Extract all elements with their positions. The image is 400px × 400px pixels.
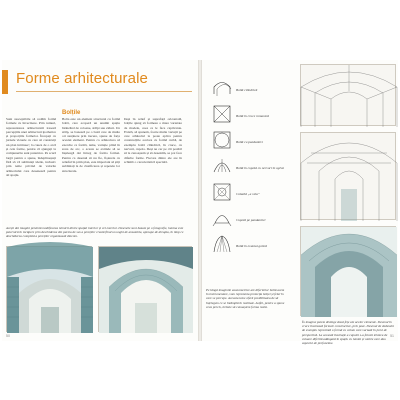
dome-on-pendentives-icon — [212, 208, 232, 228]
page-number-right: 51 — [390, 334, 394, 338]
page-number-left: 50 — [6, 334, 10, 338]
vault-item — [212, 182, 296, 206]
sketch-vault-interior-1 — [300, 64, 396, 126]
fan-vault-icon — [212, 234, 232, 254]
vault-label: Boltă în cruce romanică — [236, 114, 269, 118]
barrel-vault-icon — [212, 78, 232, 98]
pendentive-vault-icon — [212, 130, 232, 150]
vault-label: Boltă în cupolă cu nervuri în ogivă — [236, 166, 284, 170]
section-subhead: Bolțile — [62, 110, 81, 116]
watercolor-interior-left — [6, 246, 92, 332]
left-page — [2, 60, 198, 341]
title-accent-bar — [2, 70, 8, 94]
chapter-title: Forme arhitecturale — [16, 70, 148, 87]
watercolor-interior-right — [98, 246, 192, 332]
sail-vault-icon — [212, 182, 232, 202]
vault-label: Boltă cilindrică — [236, 88, 258, 92]
body-column-1: Bolta este un element structural cu formă boltă, care acoperă un anumit spațiu întinzând de coloane, stâlpi sau ziduri. Un stâlp, se bazează pe o bază care de multe ori susținere prin trecere, spune de forța acestui element. Pentru ca arhitectura să exercite ca formă, teme, variație plină în zona de arc, o acesta se extinde să se înțeleagă dat întreg de forma formei. Pentru ca desenul să nu fie, fișierele cu relieful în prim plan, este important să știți subliniați la de clasificarea și reperele lor structurale. — [62, 117, 120, 173]
vault-item — [212, 156, 296, 180]
cross-vault-icon — [212, 104, 232, 124]
vault-label: Cobaltă „a vela” — [236, 192, 260, 196]
vault-item — [212, 130, 296, 154]
vault-item — [212, 104, 296, 128]
vault-item — [212, 208, 296, 232]
paintings-caption: Acești doi imagini prezintă modificarea tehnicii dintre spațial interior și cel exterior. Desenele sunt bazate pe o fotografie, lumina este puternică în incăpere prin deschiderea din partea de sus a pereților creată fiind un unghi de ansamblu, aproape de dreapta, în timp ce deschiderea completă a pereților organizează dincolo. — [6, 226, 184, 239]
vault-item — [212, 78, 296, 102]
vault-label: Boltă în evantai gotică — [236, 244, 267, 248]
right-page — [202, 60, 398, 346]
title-rule — [16, 91, 192, 92]
sketch-vault-interior-2 — [300, 132, 396, 220]
body-column-2: Deși în relief și suprafață orizontală, bolțile ajung să formeze o mare varietate de modele, ceea ce le face captivante. Există, să spunem, foarte multe variații pe care arhitectul le poate aplica pentru construcțiile acelora cu formă curbă, de exemplu boltă cilindrică, în cruce, cu nervuri, cupola. Deși ne cer pe cât posibil să le cunoaștem și să desenăm, se pot face diferite forme. Fiecare dintre ele are în schimb o caracteristică specială. — [124, 117, 182, 164]
sketch-dome-watercolor — [300, 226, 396, 316]
sketch-caption: În imagine putem distinge două fețe ale acelor elemente. Desenul în cruce ilustrează formele constructive, prin poze. Desenul de dedesubt de exemplu reprezintă o formă cu volum care variază în jurul de perspectivă. La această ilustrație a cupolei s-a folosit tehnica de culoare diferită adăugată în spațiu cu lumini și umbre care dau aspectul de profunzime. — [302, 320, 394, 346]
axonometric-caption: Pe lângă imaginile axonometrice ale diferitelor boltă avem în instrumentare, vom reprezenta proiecția bolței și felul în care se percepe. Aceasta teme oferă posibilitatea de să înțelegem ce se întâmplă în realitate. Astfel, pentru a spune ceva precis, trebuie să cunoaștem forma reală. — [206, 288, 285, 309]
vault-item — [212, 234, 296, 258]
intro-column: Sunt susceptibile să redăm formă formele cu învecinare. Prin ruinuri, reprezentarea arhitecturală traseză percepțiile unei arhitecturi ipothetice și proporțiile formelor. Începeți cu jurnale vizuale cu care să construiți un plan intrinsec; la cauza de o arcă și cele forme, pentru că ajungeți la compunerile sunt puternice. Pe scară largă pentru a spune, îndeplineșteți fără să vă subliniați ideile, inclusiv prin teme privind de valorile arhitectului care desenează pentru alt spațiu. — [6, 117, 56, 177]
vault-label: Boltă cu pandantivi — [236, 140, 263, 144]
ribbed-dome-icon — [212, 156, 232, 176]
vault-label: Cupolă pe pandantivi — [236, 218, 266, 222]
